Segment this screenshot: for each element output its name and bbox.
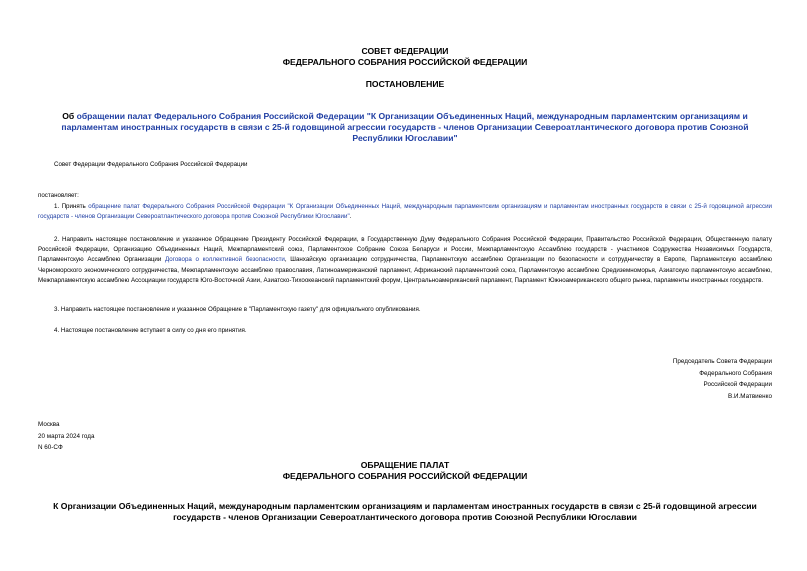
appeal-header (38, 460, 772, 482)
title-prefix: Об (62, 111, 77, 121)
signature-line-3: Российской Федерации (703, 381, 772, 388)
decides-text: постановляет: (38, 192, 79, 199)
city: Москва (38, 421, 60, 428)
document-page (38, 0, 772, 571)
signature-line-2: Федерального Собрания (699, 369, 772, 377)
item-2-part-2: , Шанхайскую организацию сотрудничества, Парламентскую ассамблею Организации по безопасности и сотрудничеству в Европе, Парламентскую ассамблею Черноморского экономического сотрудничества, Межпарламентскую ассамблею православия, Латиноамериканский парламент, Африканский парламентский союз, Парламентскую ассамблею Средиземноморья, Азиатскую парламентскую ассамблею, Межпарламентскую ассамблею Ассоциации государств Юго-Восточной Азии, Азиатско-Тихоокеанский парламентский форум, Центральноамериканский парламент, Парламент Южноамериканского общего рынка, парламенты иностранных государств. (38, 256, 772, 284)
item-3: 3. Направить настоящее постановление и указанное Обращение в "Парламентскую газету" для официального опубликования. (54, 306, 421, 313)
org-line-2: ФЕДЕРАЛЬНОГО СОБРАНИЯ РОССИЙСКОЙ ФЕДЕРАЦИИ (282, 57, 528, 67)
document-title (48, 111, 762, 144)
item-2-part-1: 2. Направить настоящее постановление и указанное Обращение Президенту Российской Федерации, в Государственную Думу Федерального Собрания Российской Федерации, Правительство Российской Федерации, Общественную палату Российской Федерации, Организацию Объединенных Наций, Межпарламентский союз, Парламентское Собрание Союза Беларуси и России, Межпарламентскую Ассамблею государств - участников Содружества Независимых Государств, Парламентскую Ассамблею Организации (38, 236, 772, 264)
title-link[interactable]: обращении палат Федерального Собрания Российской Федерации "К Организации Объединенных Наций, международным парламентским организациям и парламентам иностранных государств в связи с 25-й годовщиной агрессии государств - членов Организации Североатлантического договора против Союзной Республики Югославии" (61, 111, 749, 143)
document-header (38, 46, 772, 68)
item-2 (38, 235, 772, 286)
item-2-link[interactable]: Договора о коллективной безопасности (165, 256, 285, 264)
item-4: 4. Настоящее постановление вступает в силу со дня его принятия. (54, 327, 247, 334)
signature-line-1: Председатель Совета Федерации (672, 358, 772, 365)
appeal-heading-1: ОБРАЩЕНИЕ ПАЛАТ (360, 460, 450, 470)
org-line-1: СОВЕТ ФЕДЕРАЦИИ (361, 46, 449, 56)
document-number: N 60-СФ (38, 444, 63, 451)
item-1-prefix: 1. Принять (54, 203, 89, 210)
doc-type: ПОСТАНОВЛЕНИЕ (365, 79, 445, 89)
item-1 (38, 202, 772, 222)
place-date-block (38, 419, 772, 454)
date: 20 марта 2024 года (38, 432, 95, 440)
appeal-heading-2: ФЕДЕРАЛЬНОГО СОБРАНИЯ РОССИЙСКОЙ ФЕДЕРАЦИИ (282, 471, 528, 481)
intro-text: Совет Федерации Федерального Собрания Российской Федерации (54, 161, 248, 168)
appeal-title: К Организации Объединенных Наций, международным парламентским организациям и парламентам иностранных государств в связи с 25-й годовщиной агрессии государств - членов Организации Североатлантического договора против Союзной Республики Югославии (53, 501, 757, 522)
item-1-link[interactable]: обращение палат Федерального Собрания Российской Федерации "К Организации Объединенных Наций, международным парламентским организациям и парламентам иностранных государств в связи с 25-й годовщиной агрессии государств - членов Организации Североатлантического договора против Союзной Республики Югославии" (38, 203, 772, 221)
item-1-suffix: . (349, 213, 352, 221)
signature-block (673, 356, 772, 402)
signature-name: В.И.Матвиенко (728, 392, 772, 400)
